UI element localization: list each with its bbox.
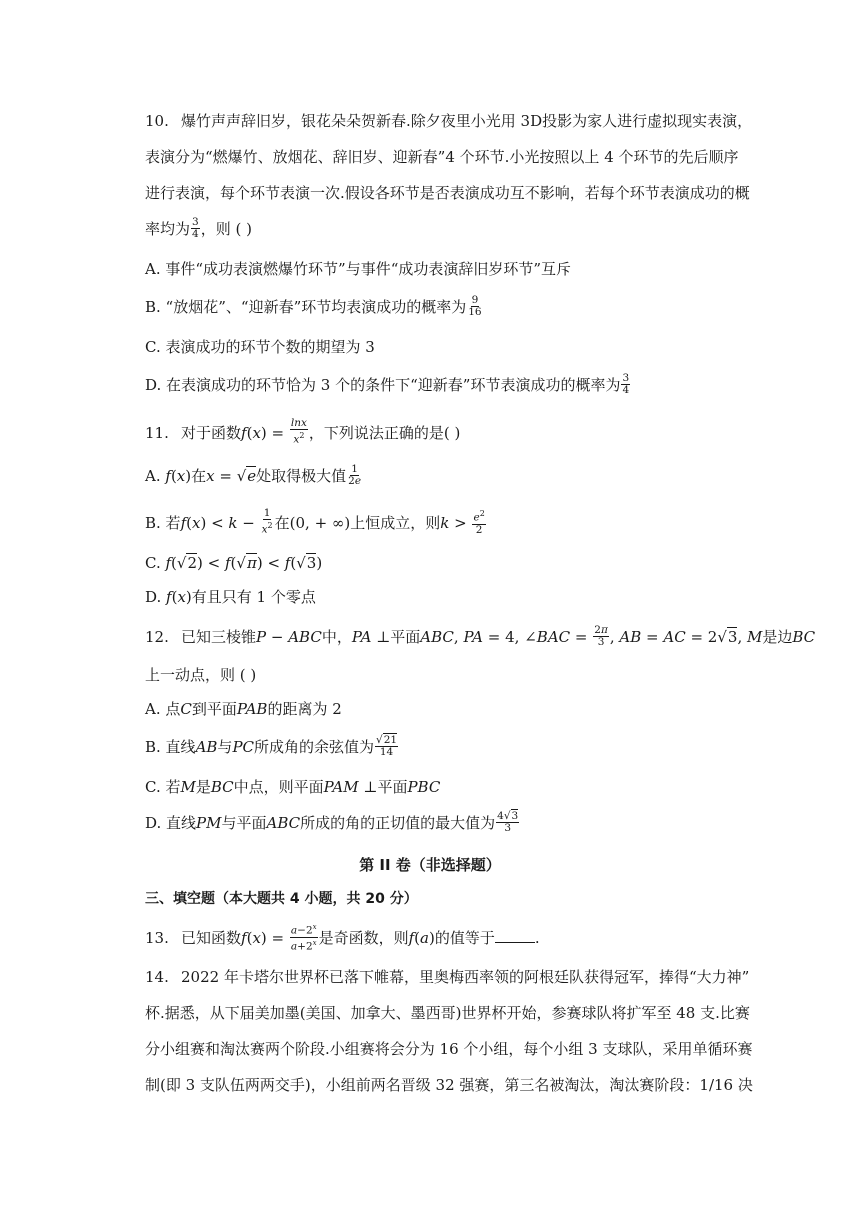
q11-number: 11. [145,423,169,442]
q11-option-b: B. 若f(x) < k − $\frac{1}{x^2}$ 在(0, + ∞)上恒成立，则k > $\frac{e^2}{2}$ [145,507,485,536]
fraction: $\frac{9}{16}$ [468,293,482,318]
q13-number: 13. [145,929,169,947]
q10-line-2: 表演分为“燃爆竹、放烟花、辞旧岁、迎新春”4 个环节.小光按照以上 4 个环节的先后顺序 [145,148,739,166]
part-ii-title: 第 II 卷（非选择题） [359,856,501,874]
q11-option-c: C. f(√2) < f(√π) < f(√3) [145,554,323,572]
q12-option-c: C. 若M是BC中点，则平面PAM ⊥平面PBC [145,778,441,796]
q10-option-b: B. “放烟花”、“迎新春”环节均表演成功的概率为 $\frac{9}{16}$ [145,293,482,318]
q12-number: 12. [145,628,169,646]
q13-stem: 13. 已知函数f(x) = $\frac{a-2^x}{a+2^x}$ 是奇函数，则f(a)的值等于 . [145,923,540,952]
q10-line-4: 率均为 $\frac{3}{4}$ ，则 ( ) [145,215,252,240]
q12-option-b: B. 直线AB与PC所成角的余弦值为 $\frac{√21}{14}$ [145,733,398,758]
q10-line-1: 10. 爆竹声声辞旧岁，银花朵朵贺新春.除夕夜里小光用 3D投影为家人进行虚拟现实表演， [145,112,753,130]
fraction: $\frac{3}{4}$ [192,215,199,240]
q10-number: 10. [145,112,169,130]
answer-blank [495,928,535,943]
q12-line-1: 12. 已知三棱锥P − ABC中，PA ⊥平面ABC, PA = 4, ∠BAC = $\frac{2\pi}{3}$ , AB = AC = 2√3, M是边BC [145,623,816,648]
q12-option-d: D. 直线PM与平面ABC所成的角的正切值的最大值为 $\frac{4√3}{3}$ [145,809,519,834]
q10-line-3: 进行表演，每个环节表演一次.假设各环节是否表演成功互不影响，若每个环节表演成功的概 [145,184,750,202]
q14-number: 14. [145,968,169,986]
q14-line-2: 杯.据悉，从下届美加墨(美国、加拿大、墨西哥)世界杯开始，参赛球队将扩军至 48 支.比赛 [145,1004,750,1022]
fraction: $\frac{3}{4}$ [622,371,630,396]
q12-line-2: 上一动点，则 ( ) [145,666,257,684]
q11-stem: 11. 对于函数f(x) = $\frac{\ln x}{x^2}$ ，下列说法正确的是( ) [145,417,461,446]
q14-line-4: 制(即 3 支队伍两两交手)，小组前两名晋级 32 强赛，第三名被淘汰，淘汰赛阶段：1/16 决 [145,1076,753,1094]
q14-line-1: 14. 2022 年卡塔尔世界杯已落下帷幕，里奥梅西率领的阿根廷队获得冠军，捧得“大力神” [145,968,750,986]
q12-option-a: A. 点C到平面PAB的距离为 2 [145,700,342,718]
q14-line-3: 分小组赛和淘汰赛两个阶段.小组赛将会分为 16 个小组，每个小组 3 支球队，采用单循环赛 [145,1040,753,1058]
q10-option-d: D. 在表演成功的环节恰为 3 个的条件下“迎新春”环节表演成功的概率为 $\frac{3}{4}$ [145,371,630,396]
q10-option-c: C. 表演成功的环节个数的期望为 3 [145,338,375,356]
q11-option-d: D. f(x)有且只有 1 个零点 [145,588,316,606]
q11-option-a: A. f(x)在x = √e处取得极大值 $\frac{1}{2e}$ [145,462,362,487]
q10-option-a: A. 事件“成功表演燃爆竹环节”与事件“成功表演辞旧岁环节”互斥 [145,260,572,278]
section-3-heading: 三、填空题（本大题共 4 小题，共 20 分） [145,891,418,907]
